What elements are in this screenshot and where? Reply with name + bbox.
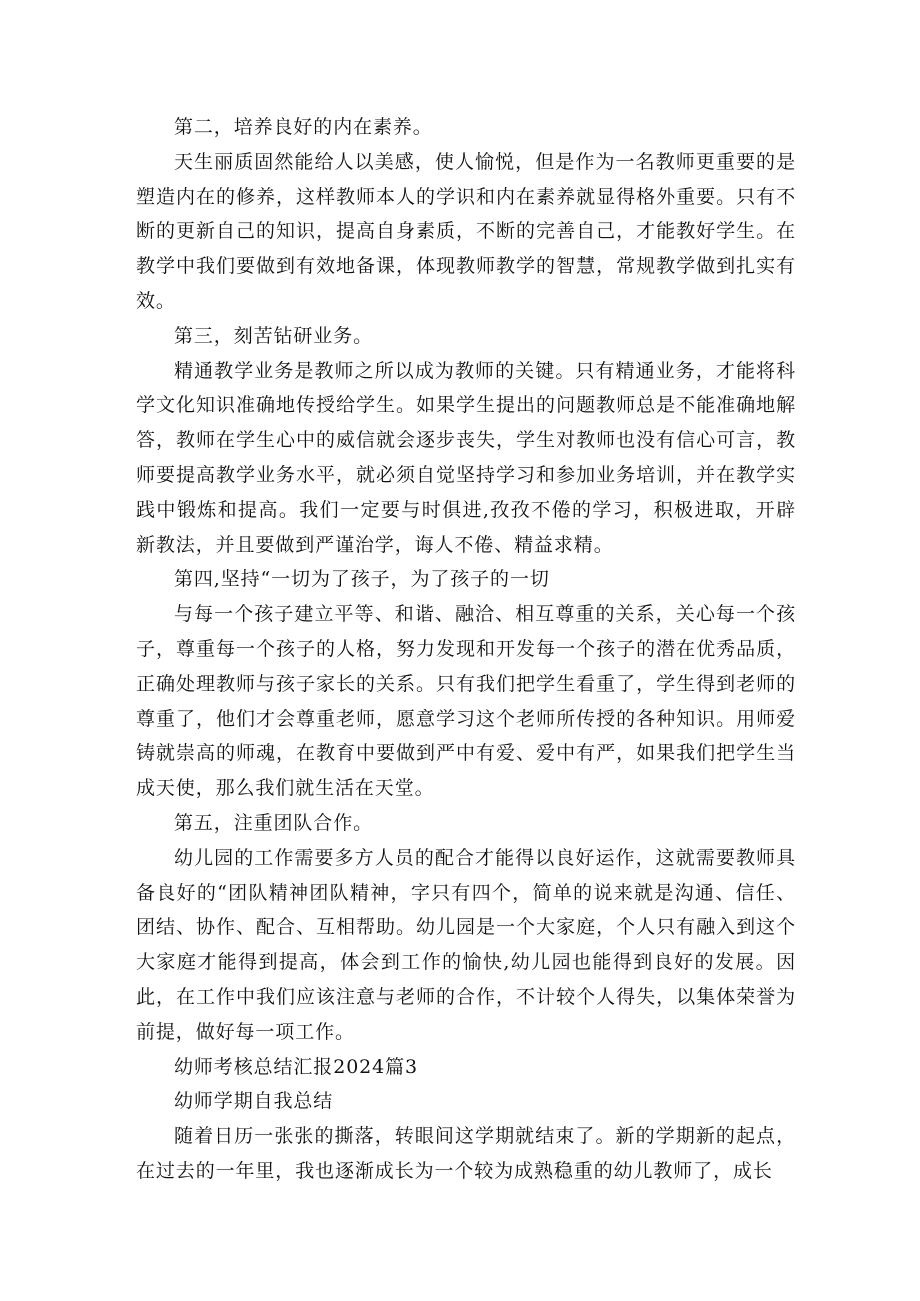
paragraph-teamwork: 幼儿园的工作需要多方人员的配合才能得以良好运作，这就需要教师具备良好的“团队精神团队精神，字只有四个，简单的说来就是沟通、信任、团结、协作、配合、互相帮助。幼儿园是一个大家庭，个人只有融入到这个大家庭才能得到提高，体会到工作的愉快,幼儿园也能得到良好的发展。因此，在工作中我们应该注意与老师的合作，不计较个人得失，以集体荣誉为前提，做好每一项工作。: [136, 846, 796, 1043]
document-body: [136, 110, 796, 1189]
article-title-3: 幼师考核总结汇报2024篇3: [174, 1055, 419, 1078]
paragraph-semester-summary: 随着日历一张张的撕落，转眼间这学期就结束了。新的学期新的起点，在过去的一年里，我也逐渐成长为一个较为成熟稳重的幼儿教师了，成长: [136, 1125, 796, 1182]
article-subtitle: 幼师学期自我总结: [174, 1090, 334, 1113]
section-heading-3: 第三，刻苦钻研业务。: [174, 324, 374, 347]
paragraph-respect-children: 与每一个孩子建立平等、和谐、融洽、相互尊重的关系，关心每一个孩子，尊重每一个孩子的人格，努力发现和开发每一个孩子的潜在优秀品质，正确处理教师与孩子家长的关系。只有我们把学生看重了，学生得到老师的尊重了，他们才会尊重老师，愿意学习这个老师所传授的各种知识。用师爱铸就崇高的师魂，在教育中要做到严中有爱、爱中有严，如果我们把学生当成天使，那么我们就生活在天堂。: [136, 603, 796, 800]
paragraph-professional-study: 精通教学业务是教师之所以成为教师的关键。只有精通业务，才能将科学文化知识准确地传授给学生。如果学生提出的问题教师总是不能准确地解答，教师在学生心中的威信就会逐步丧失，学生对教师也没有信心可言，教师要提高教学业务水平，就必须自觉坚持学习和参加业务培训，并在教学实践中锻炼和提高。我们一定要与时俱进,孜孜不倦的学习，积极进取，开辟新教法，并且要做到严谨治学，诲人不倦、精益求精。: [136, 359, 796, 556]
paragraph-inner-quality: 天生丽质固然能给人以美感，使人愉悦，但是作为一名教师更重要的是塑造内在的修养，这样教师本人的学识和内在素养就显得格外重要。只有不断的更新自己的知识，提高自身素质，不断的完善自己，才能教好学生。在教学中我们要做到有效地备课，体现教师教学的智慧，常规教学做到扎实有效。: [136, 150, 796, 312]
section-heading-4: 第四,坚持“一切为了孩子，为了孩子的一切: [174, 568, 550, 591]
section-heading-5: 第五，注重团队合作。: [174, 811, 374, 834]
section-heading-2: 第二，培养良好的内在素养。: [174, 116, 433, 138]
